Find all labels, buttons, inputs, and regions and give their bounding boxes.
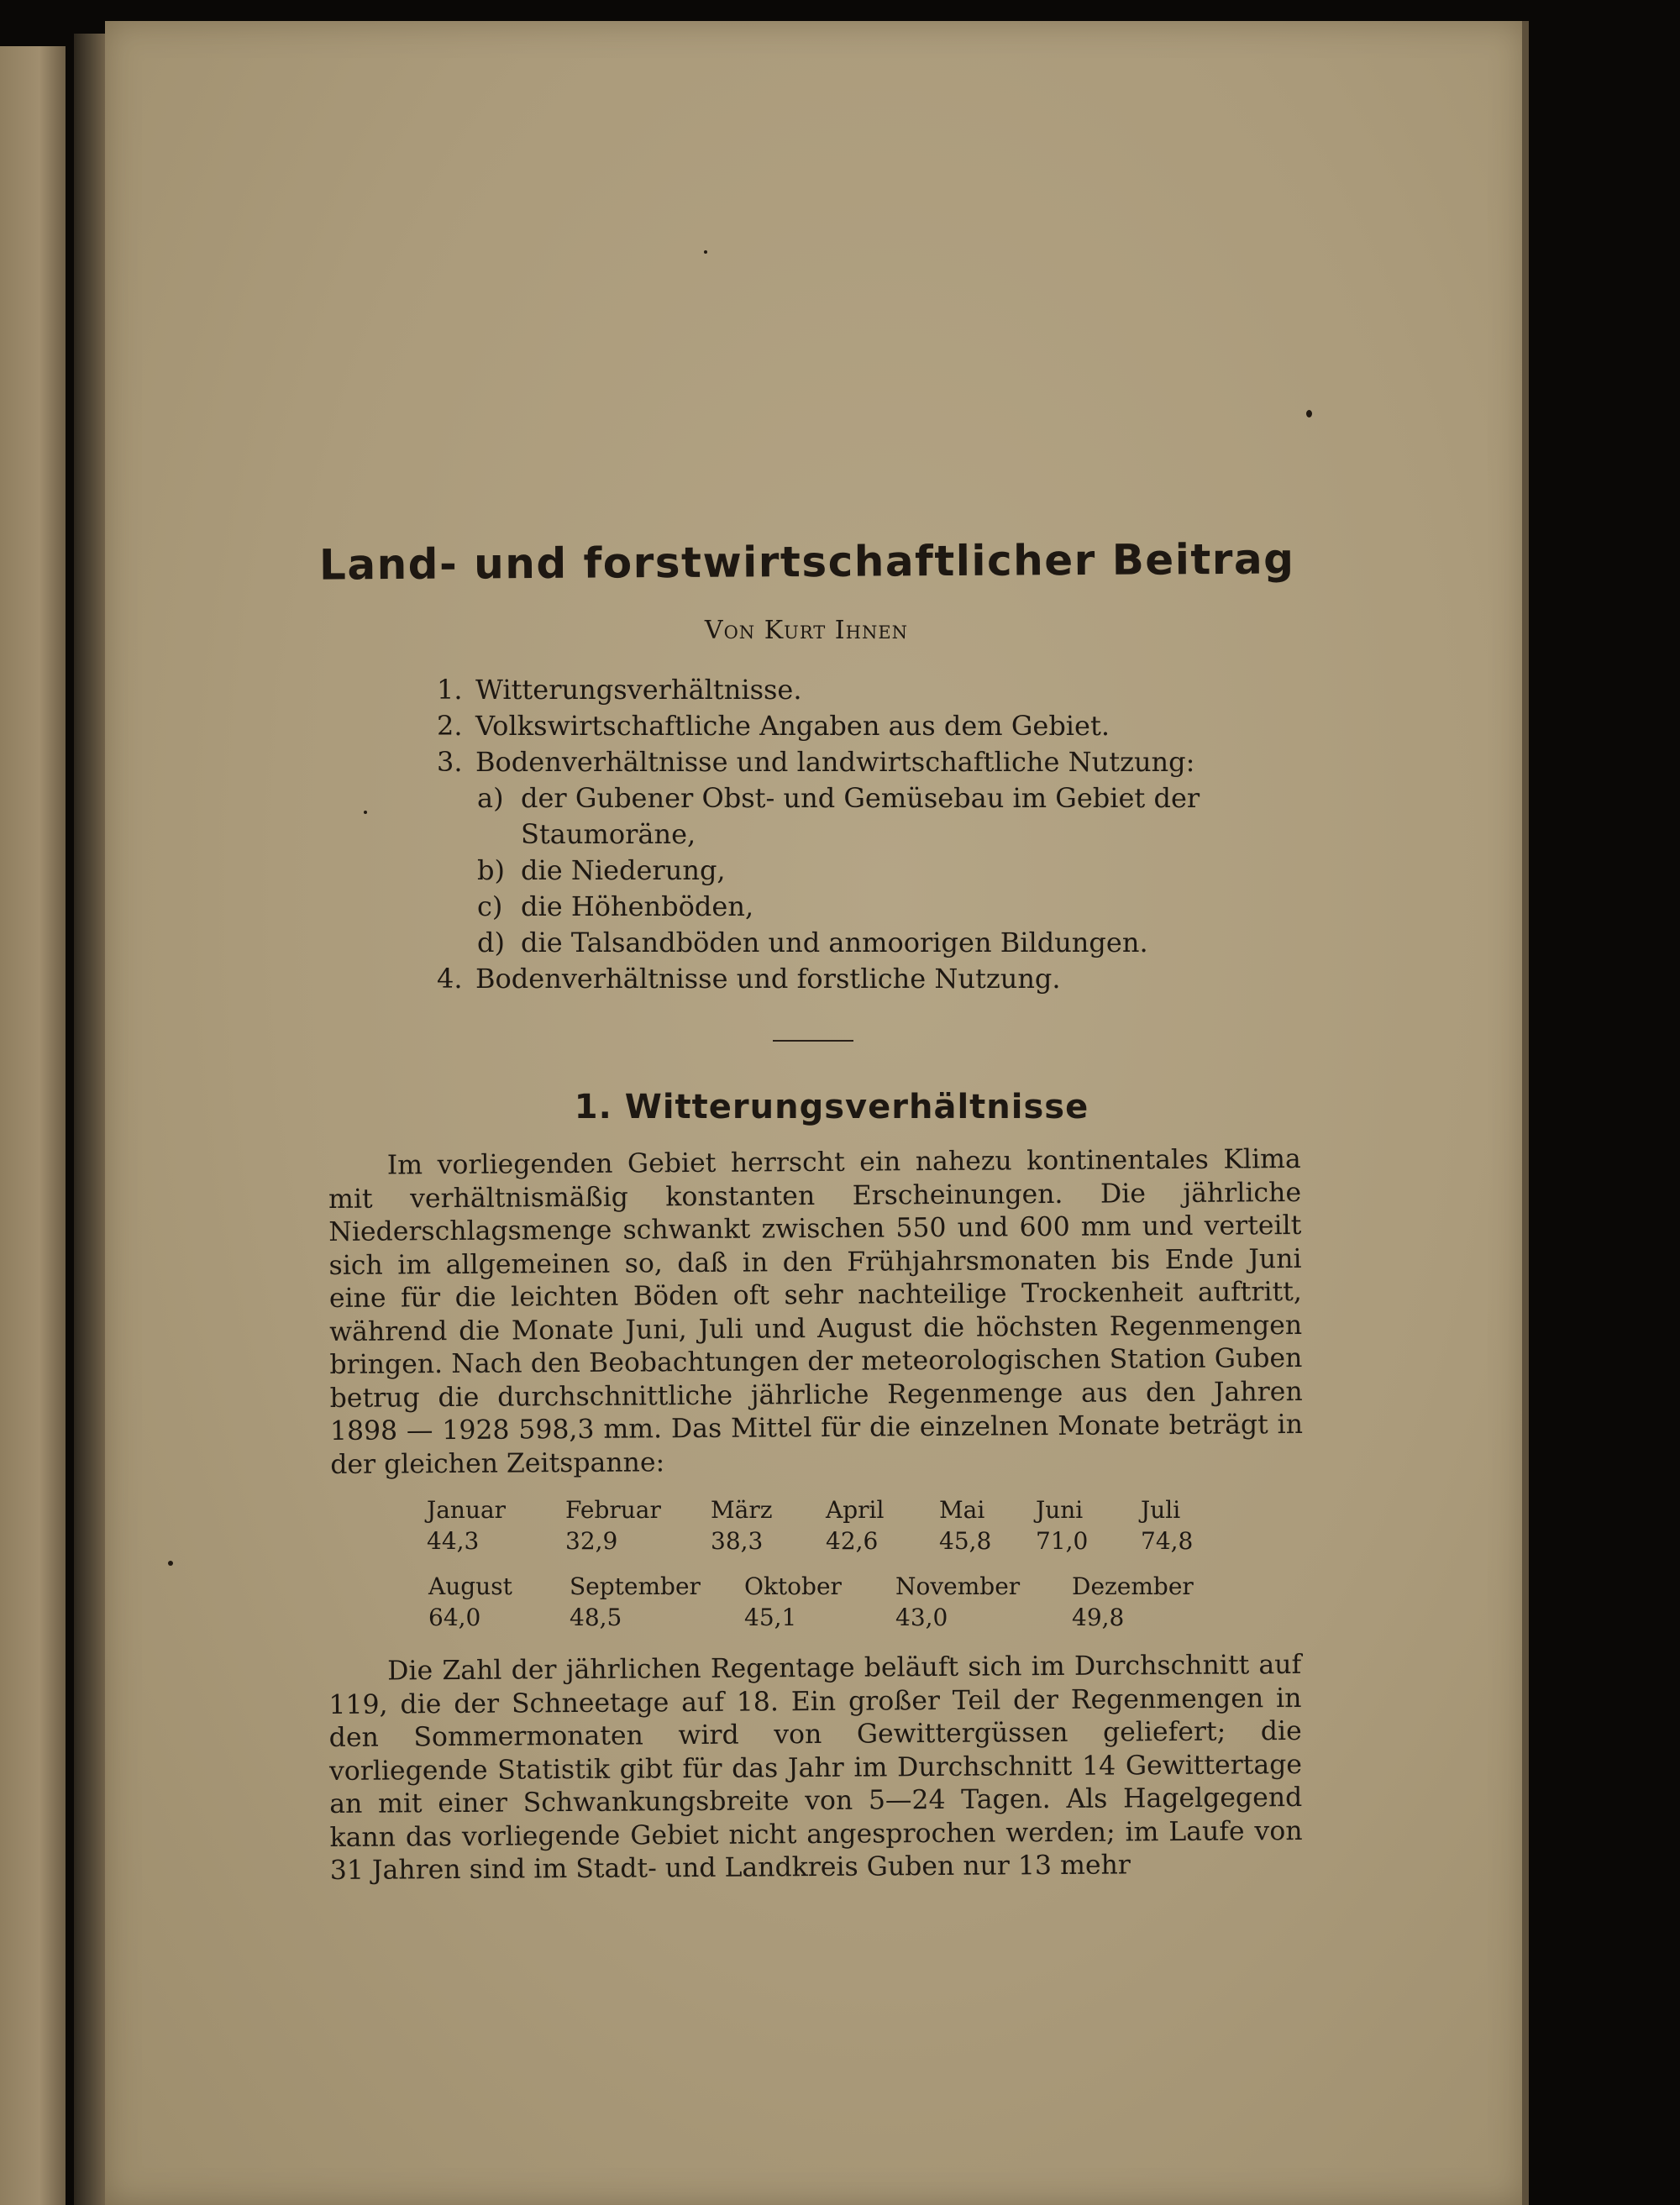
- month-cell: [1072, 1572, 1194, 1634]
- month-label: September: [570, 1572, 701, 1600]
- toc-item-number: a): [477, 782, 504, 814]
- toc-item-text: Staumoräne,: [521, 818, 696, 850]
- month-value: 42,6: [826, 1527, 879, 1555]
- toc-item-number: 2.: [437, 710, 463, 742]
- month-value: 44,3: [427, 1527, 480, 1555]
- toc-subitem: [437, 889, 1277, 925]
- month-value: 49,8: [1072, 1604, 1125, 1631]
- toc-item: [437, 672, 1277, 708]
- month-value: 71,0: [1036, 1527, 1089, 1555]
- month-cell: [570, 1572, 701, 1634]
- month-cell: [1141, 1495, 1193, 1557]
- toc-item-number: b): [477, 854, 505, 886]
- month-value: 48,5: [570, 1604, 622, 1631]
- toc-subitem: [437, 925, 1277, 961]
- ink-speck: [364, 811, 367, 814]
- facing-page-edge: [0, 46, 66, 2205]
- toc-subitem-continuation: [437, 816, 1277, 853]
- table-of-contents: [437, 672, 1277, 997]
- month-value: 32,9: [565, 1527, 618, 1555]
- month-label: November: [895, 1572, 1021, 1600]
- month-label: Mai: [939, 1496, 985, 1524]
- ink-speck: [1306, 410, 1312, 417]
- ink-speck: [704, 250, 707, 254]
- toc-item-text: die Höhenböden,: [521, 890, 754, 922]
- section-divider: [773, 1040, 853, 1042]
- ink-speck: [168, 1561, 173, 1566]
- toc-item: [437, 961, 1277, 997]
- month-cell: [826, 1495, 884, 1557]
- toc-item-text: die Niederung,: [521, 854, 726, 886]
- month-cell: [895, 1572, 1020, 1634]
- toc-item: [437, 744, 1277, 780]
- month-value: 38,3: [711, 1527, 764, 1555]
- toc-item-number: 1.: [437, 674, 463, 706]
- toc-subitem: [437, 780, 1277, 816]
- month-value: 45,8: [939, 1527, 992, 1555]
- toc-item-text: die Talsandböden und anmoorigen Bildungen.: [521, 927, 1148, 958]
- toc-item-text: Bodenverhältnisse und forstliche Nutzung.: [475, 963, 1061, 995]
- toc-item-number: 4.: [437, 963, 463, 995]
- month-value: 74,8: [1141, 1527, 1194, 1555]
- month-value: 45,1: [744, 1604, 797, 1631]
- body-paragraph: Die Zahl der jährlichen Regentage beläuft sich im Durchschnitt auf 119, die der Schneetage auf 18. Ein großer Teil der Regenmengen in den Sommermonaten wird von Gewittergüssen geliefert; die vorliegende Statistik gibt für das Jahr im Durchschnitt 14 Gewittertage an mit einer Schwankungsbreite von 5—24 Tagen. Als Hagelgegend kann das vorliegende Gebiet nicht angesprochen werden; im Laufe von 31 Jahren sind im Stadt- und Landkreis Guben nur 13 mehr: [328, 1649, 1303, 1887]
- month-label: August: [428, 1572, 512, 1600]
- month-label: Dezember: [1072, 1572, 1194, 1600]
- month-cell: [428, 1572, 512, 1634]
- toc-item-number: d): [477, 927, 505, 958]
- toc-item: [437, 708, 1277, 744]
- month-cell: [744, 1572, 842, 1634]
- toc-item-text: der Gubener Obst- und Gemüsebau im Gebiet der: [521, 782, 1200, 814]
- month-label: Januar: [427, 1496, 507, 1524]
- toc-item-number: 3.: [437, 746, 463, 778]
- toc-item-text: Volkswirtschaftliche Angaben aus dem Gebiet.: [475, 710, 1110, 742]
- month-value: 43,0: [895, 1604, 948, 1631]
- month-cell: [565, 1495, 661, 1557]
- toc-item-text: Bodenverhältnisse und landwirtschaftliche Nutzung:: [475, 746, 1195, 778]
- section-heading: 1. Witterungsverhältnisse: [574, 1088, 1089, 1126]
- toc-item-text: Witterungsverhältnisse.: [475, 674, 802, 706]
- month-label: Februar: [565, 1496, 661, 1524]
- body-paragraph: Im vorliegenden Gebiet herrscht ein nahezu kontinentales Klima mit verhältnismäßig konstanten Erscheinungen. Die jährliche Niederschlagsmenge schwankt zwischen 550 und 600 mm und verteilt sich im allgemeinen so, daß in den Frühjahrsmonaten bis Ende Juni eine für die leichten Böden oft sehr nachteilige Trockenheit auftritt, während die Monate Juni, Juli und August die höchsten Regenmengen bringen. Nach den Beobachtungen der meteorologischen Station Guben betrug die durchschnittliche jährliche Regenmenge aus den Jahren 1898 — 1928 598,3 mm. Das Mittel für die einzelnen Monate beträgt in der gleichen Zeitspanne:: [328, 1143, 1304, 1480]
- month-cell: [427, 1495, 506, 1557]
- toc-item-number: c): [477, 890, 503, 922]
- month-label: März: [711, 1496, 773, 1524]
- page-right-edge: [1522, 21, 1529, 2205]
- month-label: April: [826, 1496, 885, 1524]
- month-label: Juni: [1036, 1496, 1084, 1524]
- article-author: Von Kurt Ihnen: [704, 616, 909, 645]
- month-label: Oktober: [744, 1572, 842, 1600]
- article-title: Land- und forstwirtschaftlicher Beitrag: [318, 534, 1295, 590]
- month-cell: [939, 1495, 991, 1557]
- month-value: 64,0: [428, 1604, 481, 1631]
- month-cell: [711, 1495, 773, 1557]
- toc-subitem: [437, 853, 1277, 889]
- month-cell: [1036, 1495, 1088, 1557]
- book-spine-shadow: [74, 34, 109, 2205]
- month-label: Juli: [1141, 1496, 1181, 1524]
